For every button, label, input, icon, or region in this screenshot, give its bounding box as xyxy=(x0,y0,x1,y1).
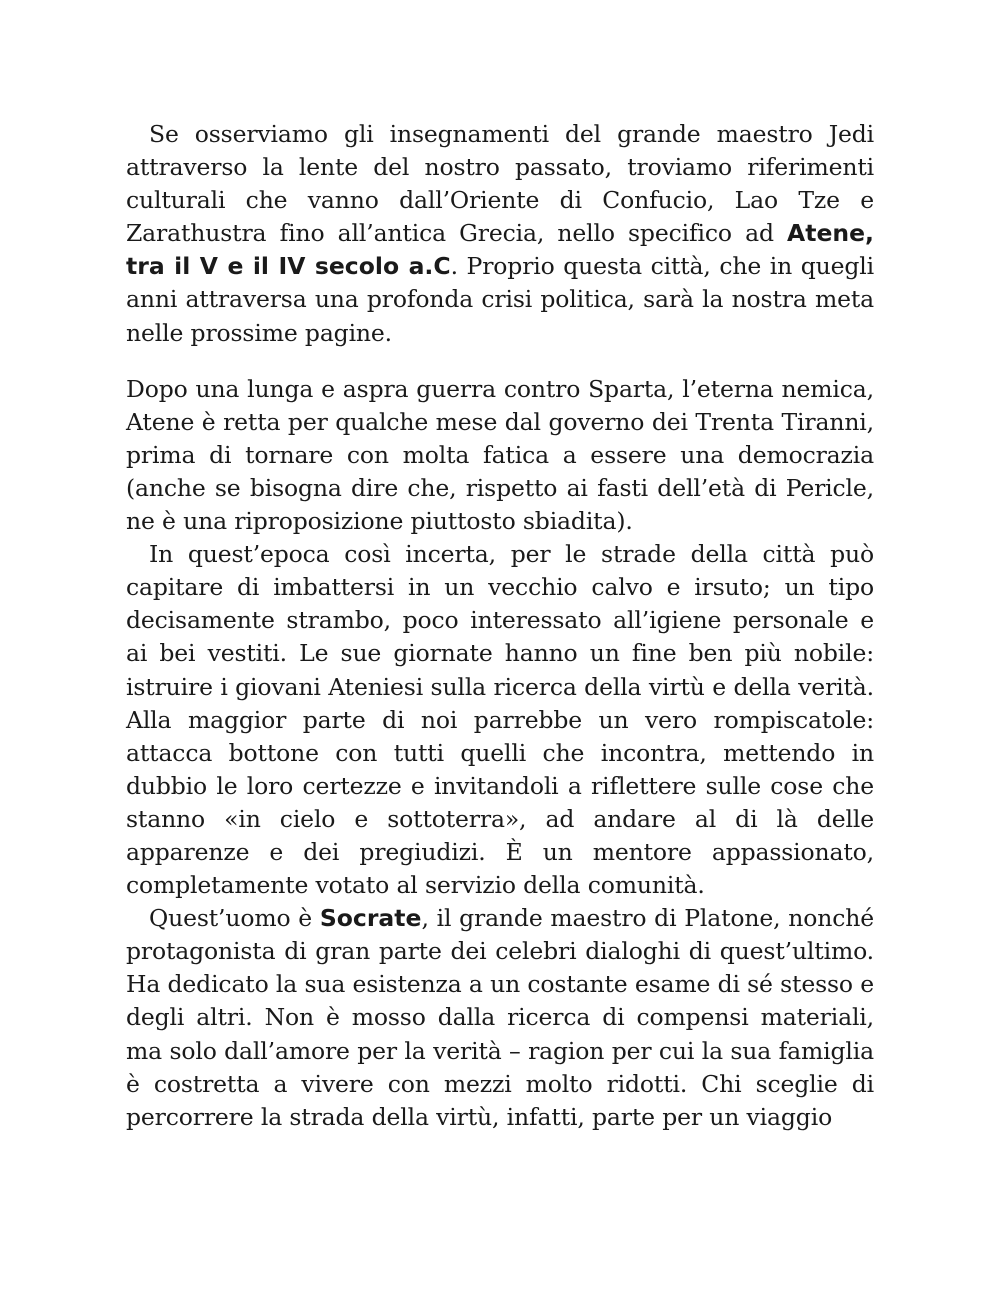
paragraph-text: Quest’uomo è xyxy=(149,904,320,933)
bold-text: Atene, tra il V e il IV secolo a.C xyxy=(126,219,874,281)
document-page xyxy=(126,118,874,1134)
paragraph-text: Se osserviamo gli insegnamenti del grande maestro Jedi attraverso la lente del nostro passato, troviamo riferimenti culturali che vanno dall’Oriente di Confucio, Lao Tze e Zarathustra fino all’antica Grecia, nello specifico ad xyxy=(126,120,874,248)
bold-text: Socrate xyxy=(319,904,422,933)
paragraph-socrate xyxy=(126,902,874,1134)
paragraph-text: . Proprio questa città, che in quegli anni attraversa una profonda crisi politica, sarà la nostra meta nelle prossime pagine. xyxy=(126,252,874,347)
paragraph-sparta xyxy=(126,373,874,538)
paragraph-text: , il grande maestro di Platone, nonché protagonista di gran parte dei celebri dialoghi di quest’ultimo. Ha dedicato la sua esistenza a un costante esame di sé stesso e degli altri. Non è mosso dalla ricerca di compensi materiali, ma solo dall’amore per la verità – ragion per cui la sua famiglia è costretta a vivere con mezzi molto ridotti. Chi sceglie di percorrere la strada della virtù, infatti, parte per un viaggio xyxy=(126,904,874,1131)
paragraph-old-man xyxy=(126,538,874,902)
paragraph-text: Dopo una lunga e aspra guerra contro Sparta, l’eterna nemica, Atene è retta per qualche mese dal governo dei Trenta Tiranni, prima di tornare con molta fatica a essere una democrazia (anche se bisogna dire che, rispetto ai fasti dell’età di Pericle, ne è una riproposizione piuttosto sbiadita). xyxy=(126,374,874,536)
paragraph-intro xyxy=(126,118,874,350)
paragraph-text: In quest’epoca così incerta, per le strade della città può capitare di imbattersi in un vecchio calvo e irsuto; un tipo decisamente strambo, poco interessato all’igiene personale e ai bei vestiti. Le sue giornate hanno un fine ben più nobile: istruire i giovani Ateniesi sulla ricerca della virtù e della verità. Alla maggior parte di noi parrebbe un vero rompiscatole: attacca bottone con tutti quelli che incontra, mettendo in dubbio le loro certezze e invitandoli a riflettere sulle cose che stanno «in cielo e sottoterra», ad andare al di là delle apparenze e dei pregiudizi. È un mentore appassionato, completamente votato al servizio della comunità. xyxy=(126,540,874,900)
